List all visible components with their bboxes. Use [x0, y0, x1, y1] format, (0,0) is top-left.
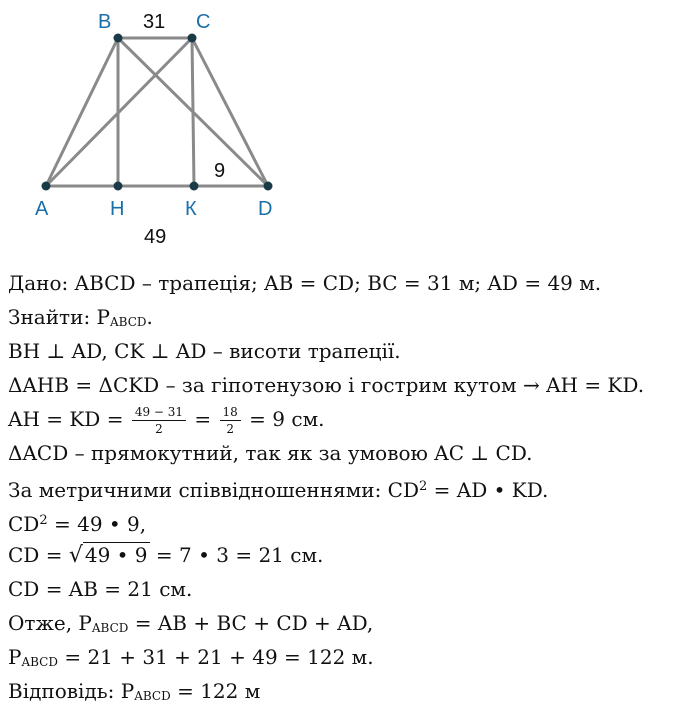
length-AD: 49 [144, 226, 167, 248]
point-C [188, 34, 197, 43]
fraction-1-numerator: 49 − 31 [132, 406, 186, 421]
metric-end: = AD • KD. [427, 478, 549, 502]
metric-superscript: 2 [419, 479, 428, 494]
perimeter-formula-subscript: ABCD [91, 621, 129, 635]
point-H [114, 182, 123, 191]
answer-end: = 122 м [170, 679, 261, 703]
ah-calc-line [8, 402, 684, 436]
heights-line [8, 334, 684, 368]
ah-calc-start: AH = KD = [8, 407, 130, 431]
answer-start: Відповідь: P [8, 679, 135, 703]
cd-root-result: = 7 • 3 = 21 см. [149, 543, 324, 567]
cd-squared-line [8, 504, 684, 538]
cd-root-start: CD = [8, 543, 69, 567]
metric-line [8, 470, 684, 504]
right-triangle-text: ΔACD – прямокутний, так як за умовою AC ⊥ CD. [8, 441, 533, 465]
right-triangle-line [8, 436, 684, 470]
answer-line [8, 674, 684, 708]
congruence-line [8, 368, 684, 402]
label-H: H [110, 198, 125, 220]
height-CK [192, 38, 194, 186]
radicand: 49 • 9 [84, 543, 148, 567]
cd-squared-text: CD [8, 512, 40, 536]
label-C: C [196, 11, 211, 33]
cd-squared-superscript: 2 [39, 513, 48, 528]
ah-calc-result: = 9 см. [242, 407, 325, 431]
label-D: D [258, 198, 273, 220]
fraction-1-denominator: 2 [155, 422, 163, 436]
given-line [8, 266, 684, 300]
perimeter-calc-start: P [8, 645, 22, 669]
perimeter-calc-end: = 21 + 31 + 21 + 49 = 122 м. [57, 645, 374, 669]
length-KD: 9 [214, 160, 226, 182]
fraction-2 [220, 406, 241, 435]
point-B [114, 34, 123, 43]
length-BC: 31 [143, 11, 166, 33]
cd-ab-line [8, 572, 684, 606]
fraction-2-denominator: 2 [226, 422, 234, 436]
fraction-1 [132, 406, 186, 435]
cd-squared-end: = 49 • 9, [47, 512, 147, 536]
metric-text: За метричними співвідношеннями: CD [8, 478, 420, 502]
perimeter-formula-end: = AB + BC + CD + AD, [128, 611, 374, 635]
heights-text: BH ⊥ AD, CK ⊥ AD – висоти трапеції. [8, 339, 401, 363]
perimeter-calc-line [8, 640, 684, 674]
perimeter-subscript: ABCD [110, 315, 147, 329]
cd-ab-text: CD = AB = 21 см. [8, 577, 193, 601]
point-D [264, 182, 273, 191]
given-text: Дано: ABCD – трапеція; AB = CD; BC = 31 м; AD = 49 м. [8, 271, 602, 295]
cd-root-line [8, 538, 684, 572]
trapezoid-diagram [0, 0, 688, 262]
square-root [69, 538, 150, 573]
segment-CD [192, 38, 268, 186]
segment-AB [46, 38, 118, 186]
perimeter-formula-line [8, 606, 684, 640]
answer-subscript: ABCD [134, 689, 171, 703]
label-B: B [98, 11, 112, 33]
label-A: A [35, 198, 49, 220]
perimeter-calc-subscript: ABCD [21, 655, 58, 669]
fraction-2-numerator: 18 [220, 406, 241, 421]
find-end: . [146, 305, 153, 329]
label-K: К [185, 198, 197, 220]
congruence-text: ΔAHB = ΔCKD – за гіпотенузою і гострим кутом → AH = KD. [8, 373, 645, 397]
find-text: Знайти: P [8, 305, 110, 329]
point-K [190, 182, 199, 191]
radical-sign: √ [68, 543, 83, 568]
ah-calc-equals: = [188, 407, 218, 431]
perimeter-formula-start: Отже, P [8, 611, 92, 635]
solution-text [8, 266, 684, 708]
find-line [8, 300, 684, 334]
point-A [42, 182, 51, 191]
